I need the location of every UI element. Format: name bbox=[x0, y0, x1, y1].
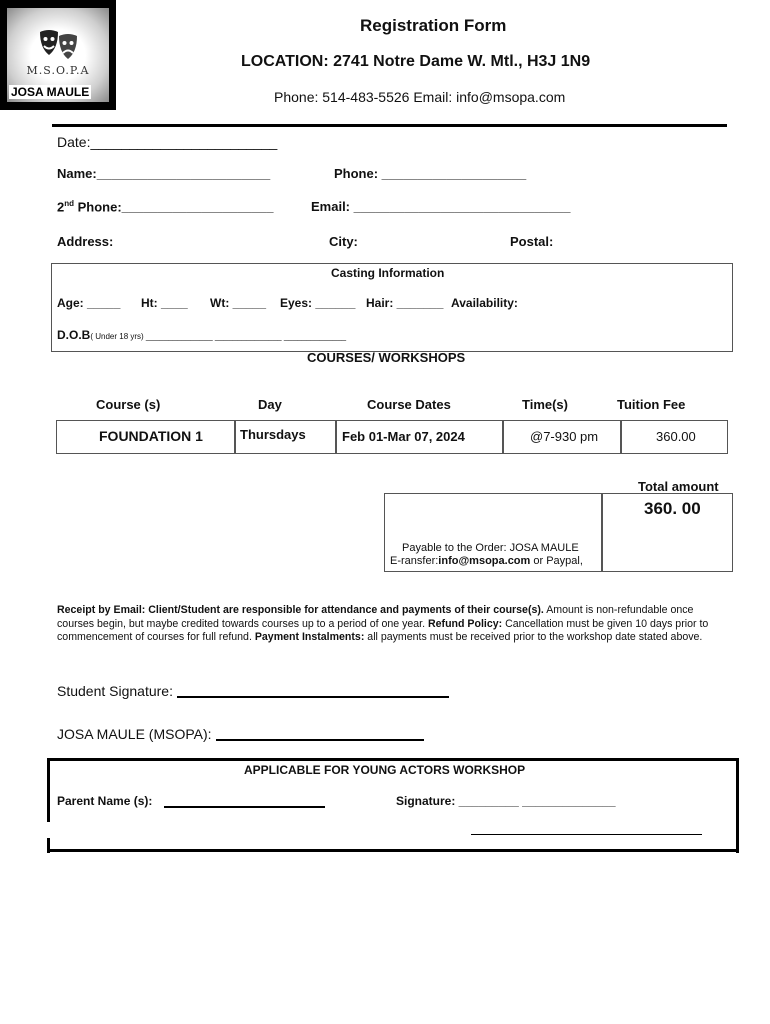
dates-value: Feb 01-Mar 07, 2024 bbox=[342, 429, 465, 444]
city-field[interactable]: City: bbox=[329, 234, 358, 249]
refund-policy-text: Cancellation must be given 10 days prior to commencement of courses for full refund. bbox=[57, 617, 709, 643]
col-course-dates: Course Dates bbox=[367, 397, 451, 412]
josa-signature-line[interactable] bbox=[216, 739, 424, 741]
name-field[interactable]: Name:________________________ bbox=[57, 166, 271, 181]
address-field[interactable]: Address: bbox=[57, 234, 114, 249]
dob-note: ( Under 18 yrs) _______________ _______________ ______________ bbox=[90, 332, 347, 341]
young-actors-title: APPLICABLE FOR YOUNG ACTORS WORKSHOP bbox=[244, 763, 526, 777]
instalments-text: all payments must be received prior to the workshop date stated above. bbox=[364, 631, 703, 643]
availability-field[interactable]: Availability: bbox=[451, 296, 518, 310]
casting-title: Casting Information bbox=[331, 266, 445, 280]
time-value: @7-930 pm bbox=[530, 429, 599, 444]
policy-text bbox=[57, 604, 727, 645]
instalments-label: Payment Instalments: bbox=[254, 631, 365, 643]
parent-name-label: Parent Name (s): bbox=[57, 794, 153, 808]
contact-line: Phone: 514-483-5526 Email: info@msopa.com bbox=[274, 89, 566, 105]
location-line: LOCATION: 2741 Notre Dame W. Mtl., H3J 1N9 bbox=[241, 53, 591, 70]
parent-signature-line[interactable] bbox=[471, 834, 702, 835]
nonrefund-text: Amount is non-refundable once courses begin, but maybe credited towards courses up to a period of one year. bbox=[57, 604, 694, 630]
email-field[interactable]: Email: ______________________________ bbox=[311, 199, 571, 214]
second-phone-field[interactable] bbox=[57, 199, 274, 214]
age-field[interactable]: Age: _____ bbox=[57, 296, 121, 310]
header-divider bbox=[52, 124, 727, 127]
msopa-logo bbox=[0, 0, 116, 110]
second-phone-label-prefix: 2 bbox=[57, 199, 65, 215]
col-times: Time(s) bbox=[522, 397, 568, 412]
logo-name-label: JOSA MAULE bbox=[11, 85, 90, 99]
eyes-field[interactable]: Eyes: ______ bbox=[280, 296, 356, 310]
courses-heading: COURSES/ WORKSHOPS bbox=[307, 350, 466, 365]
total-amount-value: 360. 00 bbox=[644, 499, 701, 518]
height-field[interactable]: Ht: ____ bbox=[141, 296, 188, 310]
refund-policy-label: Refund Policy: bbox=[428, 617, 503, 630]
col-tuition-fee: Tuition Fee bbox=[617, 397, 686, 412]
parent-signature-field[interactable]: Signature: _________ ______________ bbox=[396, 794, 616, 808]
etransfer-email: info@msopa.com bbox=[438, 555, 531, 567]
total-amount-label: Total amount bbox=[638, 479, 719, 494]
page-title: Registration Form bbox=[360, 16, 507, 35]
receipt-policy: Receipt by Email: Client/Student are responsible for attendance and payments of their course(s). bbox=[57, 604, 544, 616]
logo-abbreviation: M.S.O.P.A bbox=[26, 64, 90, 77]
day-value: Thursdays bbox=[240, 427, 306, 442]
col-day: Day bbox=[258, 397, 282, 412]
dob-field[interactable] bbox=[57, 326, 346, 344]
young-actors-bottom-border bbox=[47, 849, 736, 852]
josa-signature-label: JOSA MAULE (MSOPA): bbox=[57, 726, 212, 742]
fee-value: 360.00 bbox=[656, 429, 696, 444]
postal-field[interactable]: Postal: bbox=[510, 234, 554, 249]
weight-field[interactable]: Wt: _____ bbox=[210, 296, 267, 310]
second-phone-label-rest: Phone:_____________________ bbox=[74, 199, 274, 215]
col-course: Course (s) bbox=[96, 397, 161, 412]
hair-field[interactable]: Hair: _______ bbox=[366, 296, 444, 310]
dob-label: D.O.B bbox=[57, 328, 91, 342]
etransfer-prefix: E-ransfer: bbox=[390, 555, 439, 567]
student-signature-label: Student Signature: bbox=[57, 683, 173, 699]
theatre-masks-icon bbox=[37, 28, 81, 64]
parent-name-line[interactable] bbox=[164, 806, 325, 808]
student-signature-line[interactable] bbox=[177, 696, 449, 698]
date-field[interactable]: Date:________________________ bbox=[57, 134, 278, 150]
etransfer-line bbox=[390, 555, 583, 567]
payable-line: Payable to the Order: JOSA MAULE bbox=[402, 542, 579, 554]
course-value: FOUNDATION 1 bbox=[99, 428, 203, 444]
second-phone-label-sup: nd bbox=[64, 199, 75, 208]
phone-field[interactable]: Phone: ____________________ bbox=[334, 166, 527, 181]
etransfer-suffix: or Paypal, bbox=[530, 555, 583, 567]
